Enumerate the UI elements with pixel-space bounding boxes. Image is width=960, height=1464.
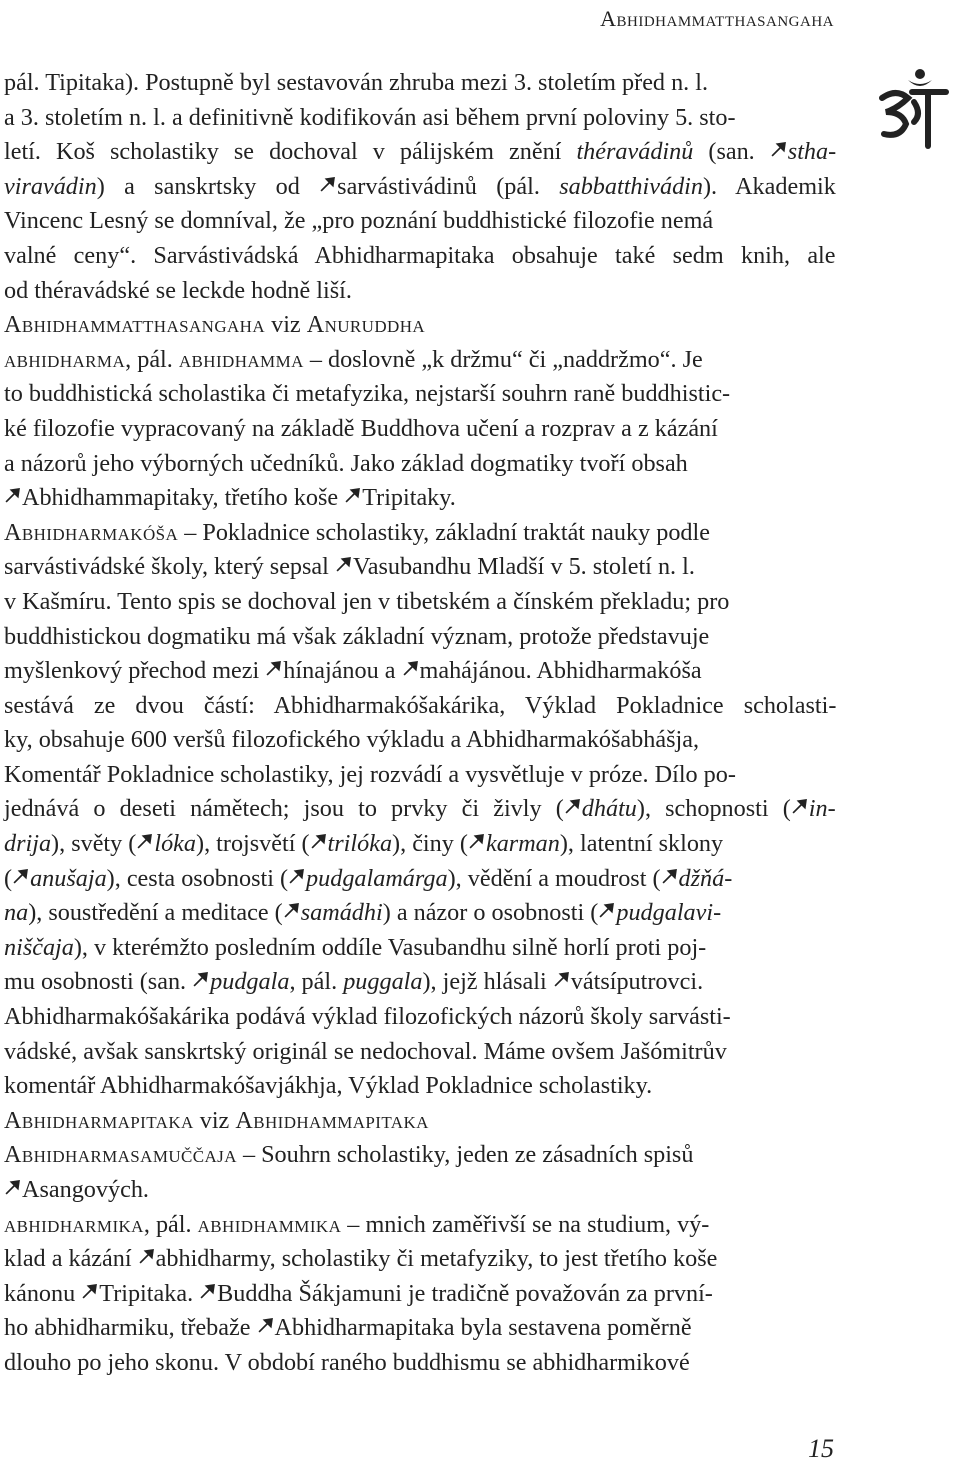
text-run: buddhistickou dogmatiku má však základní význam, protože představuje <box>4 622 710 650</box>
italic-term: niščaja <box>4 933 74 961</box>
text-run: , pál. <box>143 1210 198 1238</box>
text-run: ), soustředění a meditace ( <box>28 899 283 927</box>
cross-reference-arrow-icon <box>137 834 152 849</box>
text-run: Abhidhammapitaky, třetího koše <box>22 484 345 512</box>
cross-reference-arrow-icon <box>5 1180 20 1195</box>
text-line <box>4 896 836 931</box>
cross-reference-arrow-icon <box>193 972 208 987</box>
text-line <box>4 481 836 516</box>
italic-term: anušaja <box>30 864 107 892</box>
text-run: klad a kázání <box>4 1245 138 1273</box>
entry-term: Abhidhammapitaka <box>235 1106 429 1134</box>
text-line <box>4 1035 836 1070</box>
cross-reference-arrow-icon <box>336 557 351 572</box>
text-run: ky, obsahuje 600 veršů filozofického výkladu a Abhidharmakóšabhášja, <box>4 726 699 754</box>
text-run: ké filozofie vypracovaný na základě Buddhova učení a rozprav a z kázání <box>4 414 718 442</box>
italic-term: dhátu <box>581 795 637 823</box>
italic-term: sabbatthivádin <box>559 172 703 200</box>
entry-term: Abhidharmakóša <box>4 518 179 546</box>
text-line <box>4 827 836 862</box>
cross-reference-arrow-icon <box>82 1284 97 1299</box>
text-run: ), latentní sklony <box>559 830 724 858</box>
cross-reference-arrow-icon <box>345 488 360 503</box>
cross-reference-arrow-icon <box>599 903 614 918</box>
text-run: Abhidharmapitaka byla sestavena poměrně <box>274 1314 692 1342</box>
text-run: ( <box>4 864 13 892</box>
text-run: ), jejž hlásali <box>422 968 553 996</box>
cross-reference-arrow-icon <box>565 799 580 814</box>
text-line <box>4 308 836 343</box>
text-run: Vincenc Lesný se domníval, že „pro poznání buddhistické filozofie nemá <box>4 207 714 235</box>
text-line <box>4 1242 836 1277</box>
text-run: Abhidharmakóšakárika podává výklad filozofických názorů školy sarvásti- <box>4 1003 731 1031</box>
text-line <box>4 1000 836 1035</box>
italic-term: stha- <box>787 138 837 166</box>
text-run: myšlenkový přechod mezi <box>4 657 266 685</box>
text-line <box>4 620 836 655</box>
entry-term: Abhidharmapitaka <box>4 1106 194 1134</box>
text-run: Buddha Šákjamuni je tradičně považován za první- <box>217 1279 713 1307</box>
text-line <box>4 377 836 412</box>
text-run: kánonu <box>4 1279 82 1307</box>
cross-reference-arrow-icon <box>139 1249 154 1264</box>
text-line <box>4 1138 836 1173</box>
italic-term: trilóka <box>327 830 393 858</box>
text-run: viz <box>193 1106 236 1134</box>
text-run: – mnich zaměřivší se na studium, vý- <box>341 1210 710 1238</box>
text-line <box>4 412 836 447</box>
cross-reference-arrow-icon <box>5 488 20 503</box>
cross-reference-arrow-icon <box>289 869 304 884</box>
text-run: Asangových. <box>22 1176 149 1203</box>
cross-reference-arrow-icon <box>792 799 807 814</box>
text-run: ), světy ( <box>51 830 137 858</box>
text-run: ) a sanskrtsky od <box>96 172 320 200</box>
entry-term: Abhidhammatthasangaha <box>4 311 266 339</box>
text-line <box>4 654 836 689</box>
text-line <box>4 1311 836 1346</box>
text-run: ), cesta osobnosti ( <box>106 864 289 892</box>
italic-term: lóka <box>154 830 197 858</box>
text-run: Vasubandhu Mladší v 5. století n. l. <box>352 553 695 581</box>
italic-term: na <box>4 899 29 927</box>
cross-reference-arrow-icon <box>403 661 418 676</box>
text-line <box>4 585 836 620</box>
italic-term: théravádinů <box>576 138 694 166</box>
text-line <box>4 1069 836 1104</box>
text-run: Tripitaka. <box>99 1279 200 1307</box>
italic-term: pudgalavi- <box>616 899 722 927</box>
text-run: sestává ze dvou částí: Abhidharmakóšakárika, Výklad Pokladnice scholasti- <box>4 691 837 719</box>
text-line <box>4 66 836 101</box>
text-run: vátsíputrovci. <box>570 968 704 996</box>
text-run: jednává o deseti námětech; jsou to prvky či živly ( <box>4 795 564 823</box>
text-line <box>4 274 836 309</box>
text-run: ho abhidharmiku, třebaže <box>4 1314 257 1342</box>
cross-reference-arrow-icon <box>662 869 677 884</box>
text-run: mahájánou. Abhidharmakóša <box>419 657 702 685</box>
text-run: pál. Tipitaka). Postupně byl sestavován zhruba mezi 3. stoletím před n. l. <box>4 69 709 96</box>
text-line <box>4 1277 836 1312</box>
text-line <box>4 101 836 136</box>
text-run: – doslovně „k držmu“ či „naddržmo“. Je <box>303 345 703 373</box>
text-run: a názorů jeho výborných učedníků. Jako základ dogmatiky tvoří obsah <box>4 449 688 477</box>
text-run: a 3. stoletím n. l. a definitivně kodifikován asi během první poloviny 5. sto- <box>4 103 736 131</box>
entry-term: abhidharma <box>4 345 126 373</box>
cross-reference-arrow-icon <box>266 661 281 676</box>
text-run: hínajánou a <box>283 657 402 685</box>
text-line <box>4 550 836 585</box>
text-run: ), schopnosti ( <box>636 795 791 823</box>
text-run: , pál. <box>125 345 179 373</box>
text-run: , pál. <box>289 968 344 996</box>
text-run: ) a názor o osobnosti ( <box>382 899 599 927</box>
text-run: ). Akademik <box>702 172 836 200</box>
dictionary-text <box>4 66 836 1381</box>
text-run: viz <box>265 311 307 339</box>
text-run: v Kašmíru. Tento spis se dochoval jen v tibetském a čínském překladu; pro <box>4 587 730 615</box>
cross-reference-arrow-icon <box>771 142 786 157</box>
text-run: dlouho po jeho skonu. V období raného buddhismu se abhidharmikové <box>4 1348 690 1376</box>
italic-term: karman <box>485 830 560 858</box>
text-line <box>4 689 836 724</box>
cross-reference-arrow-icon <box>284 903 299 918</box>
text-run: vádské, avšak sanskrtský originál se nedochoval. Máme ovšem Jašómitrův <box>4 1037 727 1065</box>
text-run: ), vědění a moudrost ( <box>447 864 661 892</box>
text-line <box>4 239 836 274</box>
cross-reference-arrow-icon <box>258 1318 273 1333</box>
text-run: (san. <box>693 138 770 166</box>
italic-term: pudgala <box>210 968 290 996</box>
text-run: ), trojsvětí ( <box>196 830 310 858</box>
cross-reference-arrow-icon <box>13 869 28 884</box>
text-line <box>4 343 836 378</box>
text-line <box>4 931 836 966</box>
text-line <box>4 170 836 205</box>
text-line <box>4 204 836 239</box>
entry-term: Anuruddha <box>306 311 426 339</box>
text-run: Komentář Pokladnice scholastiky, jej rozvádí a vysvětluje v próze. Dílo po- <box>4 760 736 788</box>
italic-term: samádhi <box>300 899 383 927</box>
text-run: sarvástivádské školy, který sepsal <box>4 553 335 581</box>
text-run: ), činy ( <box>392 830 468 858</box>
entry-term: abhidhamma <box>178 345 304 373</box>
cross-reference-arrow-icon <box>311 834 326 849</box>
text-run: valné ceny“. Sarvástivádská Abhidharmapitaka obsahuje také sedm knih, ale <box>4 241 836 269</box>
text-run: abhidharmy, scholastiky či metafyziky, to jest třetího koše <box>155 1245 718 1273</box>
text-line <box>4 758 836 793</box>
text-run: sarvástivádinů (pál. <box>337 172 560 200</box>
text-line <box>4 135 836 170</box>
cross-reference-arrow-icon <box>200 1284 215 1299</box>
text-run: – Pokladnice scholastiky, základní traktát nauky podle <box>178 518 710 546</box>
text-line <box>4 965 836 1000</box>
italic-term: pudgalamárga <box>306 864 448 892</box>
text-line <box>4 1346 836 1381</box>
cross-reference-arrow-icon <box>320 177 335 192</box>
running-header: Abhidhammatthasangaha <box>600 6 834 31</box>
text-line <box>4 447 836 482</box>
text-run: ), v kterémžto posledním oddíle Vasubandhu silně horlí proti poj- <box>73 933 707 961</box>
text-run: – Souhrn scholastiky, jeden ze zásadních spisů <box>236 1141 694 1169</box>
italic-term: in- <box>808 795 836 823</box>
om-syllable-icon <box>872 62 952 154</box>
cross-reference-arrow-icon <box>469 834 484 849</box>
text-line <box>4 1208 836 1243</box>
text-run: letí. Koš scholastiky se dochoval v pálijském znění <box>4 138 577 166</box>
entry-term: abhidharmika <box>4 1210 144 1238</box>
cross-reference-arrow-icon <box>554 972 569 987</box>
italic-term: viravádin <box>4 172 97 200</box>
text-line <box>4 862 836 897</box>
entry-term: Abhidharmasamuččaja <box>4 1141 237 1169</box>
text-line <box>4 792 836 827</box>
text-line <box>4 723 836 758</box>
entry-term: abhidhammika <box>197 1210 342 1238</box>
text-run: to buddhistická scholastika či metafyzika, nejstarší souhrn raně buddhistic- <box>4 380 731 408</box>
text-line <box>4 1104 836 1139</box>
text-run: od théravádské se leckde hodně liší. <box>4 276 352 304</box>
page-number: 15 <box>808 1434 834 1463</box>
italic-term: džňá- <box>678 864 733 892</box>
text-line <box>4 516 836 551</box>
text-run: Tripitaky. <box>362 484 456 512</box>
text-run: mu osobnosti (san. <box>4 968 193 996</box>
italic-term: drija <box>4 830 52 858</box>
text-line <box>4 1173 836 1208</box>
text-run: komentář Abhidharmakóšavjákhja, Výklad Pokladnice scholastiky. <box>4 1072 653 1100</box>
italic-term: puggala <box>343 968 423 996</box>
